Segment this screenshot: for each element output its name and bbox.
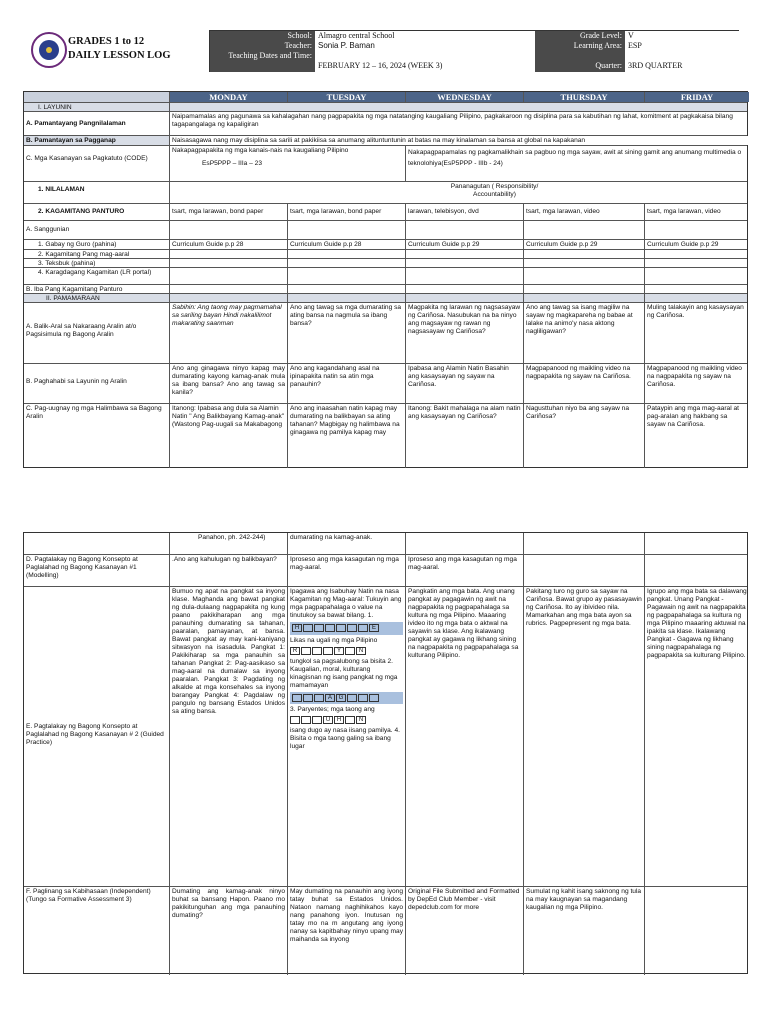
e-tue-intro: Ipagawa ang Isabuhay Natin na nasa Kagamitan ng Mag-aaral: Tukuyin ang mga pagpapahalaga o value na tinutukoy sa bawat bilang. 1.: [290, 588, 402, 619]
paghahabi-tue: Ano ang kagandahang asal na ipinapakita natin sa atin mga panauhin?: [288, 364, 406, 403]
school-label: School:: [210, 31, 315, 41]
panturo-label: 2. KAGAMITANG PANTURO: [24, 204, 170, 220]
gabay-wed: Curriculum Guide p.p 29: [406, 240, 524, 249]
box-letter: G: [336, 694, 346, 702]
karagdagan-label: 4. Karagdagang Kagamitan (LR portal): [24, 268, 170, 284]
gabay-thu: Curriculum Guide p.p 29: [524, 240, 645, 249]
sanggunian-label: A. Sanggunian: [24, 221, 170, 239]
pag-uugnay-mon: Itanong: Ipabasa ang dula sa Alamin Natin " Ang Balikbayang Kamag-anak" (Wastong Pag-uugali sa Makabagong: [170, 404, 288, 468]
balik-thu: Ano ang tawag sa isang magiliw na sayaw ng magkapareha ng babae at lalake na animo'y nasa aktong nagliligawan?: [524, 303, 645, 363]
e-label: E. Pagtalakay ng Bagong Konsepto at Paglalahad ng Bagong Kasanayan # 2 (Guided Practice): [24, 587, 170, 886]
day-friday: FRIDAY: [645, 92, 749, 102]
f-mon: Dumating ang kamag-anak ninyo buhat sa bansang Hapon. Paano mo pakikitunguhan ang mga panauhing dumating?: [170, 887, 288, 975]
answer-boxes-1: [290, 622, 403, 635]
karagdagan-row: [24, 268, 747, 285]
nilalaman-text: Pananagutan ( Responsibility/ Accountability): [450, 183, 539, 198]
teksbuk-label: 3. Teksbuk (pahina): [24, 259, 170, 267]
gabay-label: 1. Gabay ng Guro (pahina): [24, 240, 170, 249]
header-info-grid: [209, 30, 739, 72]
e-tue-q3b: isang dugo ay nasa iisang pamilya. 4. Bisita o mga taong galing sa ibang lugar: [290, 727, 400, 750]
paghahabi-wed: Ipabasa ang Alamin Natin Basahin ang kasaysayan ng sayaw na Cariñosa.: [406, 364, 524, 403]
balik-tue: Ano ang tawag sa mga dumarating sa ating bansa na nagmula sa ibang bansa?: [288, 303, 406, 363]
box-letter: R: [290, 647, 300, 655]
kasanayan-row: [24, 146, 747, 182]
pagganap-text: Naisasagawa nang may disiplina sa sarili at pakikiisa sa anumang alituntuntunin at batas na may kinalaman sa bansa at global na kapakanan: [170, 136, 749, 145]
e-wed: Pangkatin ang mga bata. Ang unang pangkat ay pagagawin ng awit na nagpapakita ng pagpapahalaga sa kultura ng mga Pilipino. Maaaring ivideo ito ng mga bata o aktwal na sayawin sa klase. Ang ikalawang pangkat ay gagawa ng likhang sining na nagpapakita ng pagpapahalaga sa kulturang Pilipino.: [406, 587, 524, 886]
day-thursday: THURSDAY: [524, 92, 645, 102]
kagamitang-mag-aaral-row: [24, 250, 747, 259]
f-wed: Original File Submitted and Formatted by DepEd Club Member - visit depedclub.com for more: [406, 887, 524, 975]
iba-pang-row: [24, 285, 747, 294]
e-tue-q1b: tungkol sa pagsalubong sa bisita 2. Kaugalian, moral, kulturang kinagisnan ng isang pangkat ng mga mamamayan: [290, 657, 398, 689]
f-fri: [645, 887, 749, 975]
paghahabi-thu: Magpapanood ng maikling video na nagpapakita ng sayaw na Cariñosa.: [524, 364, 645, 403]
pamantayang-text: Naipamamalas ang pagunawa sa kahalagahan nang pagpapakita ng mga natatanging kaugaliang Pilipino, pagkakaroon ng disiplina para sa kabutihan ng lahat, komitment at pagkakaisa bilang tagapangalaga ng kapaligiran: [172, 113, 733, 128]
box-letter: A: [325, 694, 335, 702]
pag-uugnay-thu: Nagusttuhan niyo ba ang sayaw na Cariñosa?: [524, 404, 645, 468]
box-letter: Y: [334, 647, 344, 655]
teacher-label: Teacher:: [210, 41, 315, 51]
nilalaman-row: [24, 182, 747, 204]
gabay-mon: Curriculum Guide p.p 28: [170, 240, 288, 249]
d-mon: .Ano ang kahulugan ng balikbayan?: [170, 555, 288, 586]
dates-label: Teaching Dates and Time:: [210, 51, 315, 72]
balik-fri: Muling talakayin ang kasaysayan ng Cariñosa.: [647, 304, 744, 319]
kasanayan-a-code: EsP5PPP – IIIa – 23: [202, 160, 262, 167]
deped-seal-icon: [31, 32, 67, 68]
quarter-label: Quarter:: [535, 51, 625, 72]
pamamaraan-label: II. PAMAMARAAN: [24, 294, 170, 302]
box-letter: N: [356, 716, 366, 724]
teacher-value: Sonia P. Baman: [315, 41, 535, 51]
document-header: [23, 30, 748, 72]
grade-value: V: [625, 31, 739, 41]
document-title: [68, 35, 171, 63]
grade-label: Grade Level:: [535, 31, 625, 41]
panturo-row: [24, 204, 747, 221]
d-label: D. Pagtalakay ng Bagong Konsepto at Paglalahad ng Bagong Kasanayan #1 (Modelling): [24, 555, 170, 586]
pamamaraan-row: [24, 294, 747, 303]
panturo-tue: tsart, mga larawan, bond paper: [288, 204, 406, 220]
panturo-thu: tsart, mga larawan, video: [524, 204, 645, 220]
f-label: F. Paglinang sa Kabihasaan (Independent) (Tungo sa Formative Assessment 3): [24, 887, 170, 975]
e-fri: Igrupo ang mga bata sa dalawang pangkat. Unang Pangkat - Pagawain ng awit na nagpapakita ng pagpapahalaga sa kultura ng mga Pilipino maaaring aktuwal na ipakita sa klase. Ikalawang Pangkat - Gagawa ng likhang sining nagpapahalaga ng pagpapakita sa kulturang Pilipino.: [647, 588, 747, 659]
balik-label: A. Balik-Aral sa Nakaraang Aralin at/o Pagsisimula ng Bagong Aralin: [24, 303, 170, 363]
teksbuk-row: [24, 259, 747, 268]
panturo-mon: tsart, mga larawan, bond paper: [170, 204, 288, 220]
pag-uugnay-label: C. Pag-uugnay ng mga Halimbawa sa Bagong Aralin: [24, 404, 170, 468]
lesson-log-table-page-2: [23, 532, 748, 974]
paghahabi-mon: Ano ang ginagawa ninyo kapag may dumarating kayong kamag-anak mula sa ibang bansa? Ano ang tawag sa kanila?: [170, 364, 288, 403]
kasanayan-a-text: Nakapagpapakita ng mga kanais-nais na kaugaliang Pilipino: [172, 147, 349, 154]
quarter-value: 3RD QUARTER: [625, 51, 739, 72]
pag-uugnay-wed: Itanong: Bakit mahalaga na alam natin ang kasaysayan ng Cariñosa?: [406, 404, 524, 468]
gabay-fri: Curriculum Guide p.p 29: [647, 241, 719, 248]
title-line-1: GRADES 1 to 12: [68, 36, 145, 47]
layunin-label: I. LAYUNIN: [24, 103, 170, 111]
kasanayan-a: [170, 146, 406, 181]
box-letter: U: [323, 716, 333, 724]
e-thu: Pakitang turo ng guro sa sayaw na Cariñosa. Bawat grupo ay pasasayawin ng Cariñosa. Ito ay ibivideo nila. Mamarkahan ang mga bata ayon sa rubrics. Pagpepresent ng mga bata.: [524, 587, 645, 886]
pag-uugnay-fri: Pataypin ang mga mag-aaral at pag-aralan ang hakbang sa sayaw na Cariñosa.: [647, 405, 740, 428]
e-mon: Bumuo ng apat na pangkat sa inyong klase. Maghanda ang bawat pangkat ng dula-dulaang nagpapakita ng kung paano pakikiharapan ang mga panauhing dumarating sa tahanan, paaralan, pamayanan, at bansa. Bawat pangkat ay may kani-kaniyang sitwasyon na isasadula. Pangkat 1: Pakikiharap sa mga panauhin sa tahanan Pangkat 2: Pag-aasikaso sa mag-aaral na dumalaw sa inyong paaralan. Pangkat 3: Pagdating ng alkalde at mga konsehales sa inyong barangay Pangkat 4: Pagdalaw ng pangulo ng bansang Estados Unidos sa ating bansa.: [170, 587, 288, 886]
d-wed: Iproseso ang mga kasagutan ng mga mag-aaral.: [406, 555, 524, 586]
panturo-wed: larawan, telebisyon, dvd: [406, 204, 524, 220]
cont-mon: Panahon, ph. 242-244): [170, 533, 288, 554]
title-line-2: DAILY LESSON LOG: [68, 50, 171, 61]
kasanayan-b: Nakapagpapamalas ng pagkamalikhain sa pagbuo ng mga sayaw, awit at sining gamit ang anumang multimedia o teknolohiya(EsP5PPP - IIIb - 24): [408, 149, 742, 167]
gabay-row: [24, 240, 747, 250]
answer-boxes-3: [290, 692, 403, 705]
pamantayang-row: [24, 112, 747, 136]
pag-uugnay-tue: Ano ang inaasahan natin kapag may dumarating na balikbayan sa ating tahanan? Magbigay ng halimbawa na ginagawa ng pamilya kapag may: [288, 404, 406, 468]
e-tue-q3: 3. Paryentes; mga taong ang: [290, 706, 375, 714]
layunin-row: [24, 103, 747, 112]
area-label: Learning Area:: [535, 41, 625, 51]
d-tue: Iproseso ang mga kasagutan ng mga mag-aaral.: [288, 555, 406, 586]
f-thu: Sumulat ng kahit isang saknong ng tula na may kaugnayan sa magandang kaugalian ng mga Pilipino.: [524, 887, 645, 975]
lesson-log-table-page-1: [23, 91, 748, 468]
dates-value: FEBRUARY 12 – 16, 2024 (WEEK 3): [315, 51, 535, 72]
e-tue-q1: Likas na ugali ng mga Pilipino: [290, 636, 378, 644]
gabay-tue: Curriculum Guide p.p 28: [288, 240, 406, 249]
day-monday: MONDAY: [170, 92, 288, 102]
panturo-fri: tsart, mga larawan, video: [647, 208, 721, 215]
nilalaman-label: 1. NILALAMAN: [24, 182, 170, 203]
pagganap-row: [24, 136, 747, 146]
day-header-row: [24, 92, 747, 103]
paghahabi-label: B. Paghahabi sa Layunin ng Aralin: [24, 364, 170, 403]
box-letter: E: [369, 624, 379, 632]
box-letter: N: [356, 647, 366, 655]
paghahabi-fri: Magpapanood ng maikling video na nagpapakita ng sayaw na Cariñosa.: [647, 365, 742, 388]
cont-tue: dumarating na kamag-anak.: [288, 533, 406, 554]
kasanayan-label: C. Mga Kasanayan sa Pagkatuto (CODE): [24, 146, 170, 181]
balik-aral-row: [24, 303, 747, 364]
sanggunian-row: [24, 221, 747, 240]
box-letter: H: [334, 716, 344, 724]
paglinang-f-row: [24, 887, 747, 975]
day-wednesday: WEDNESDAY: [406, 92, 524, 102]
paghahabi-row: [24, 364, 747, 404]
f-tue: May dumating na panauhin ang iyong tatay buhat sa Estados Unidos. Nataon namang naghihikahos kayo nang panahong iyon. Inutusan ng tatay mo na m angutang ang iyong nanay sa kapitbahay ninyo upang may maihanda sa inyong: [288, 887, 406, 975]
e-tue: [288, 587, 406, 886]
day-tuesday: TUESDAY: [288, 92, 406, 102]
pagganap-label: B. Pamantayan sa Pagganap: [26, 137, 116, 144]
box-letter: H: [292, 624, 302, 632]
continuation-row: [24, 533, 747, 555]
balik-wed: Magpakita ng larawan ng nagsasayaw ng Cariñosa. Nasubukan na ba ninyo ang magsayaw ng rawan ng nagsasayaw ng Cariñosa?: [406, 303, 524, 363]
iba-label: B. Iba Pang Kagamitang Panturo: [24, 285, 170, 293]
kag-label: 2. Kagamitang Pang mag-aaral: [24, 250, 170, 258]
answer-boxes-2: [290, 647, 403, 656]
area-value: ESP: [625, 41, 739, 51]
pagtalakay-e-row: [24, 587, 747, 887]
pag-uugnay-row: [24, 404, 747, 468]
answer-boxes-4: [290, 716, 403, 725]
balik-mon: Sabihin: Ang taong may pagmamahal sa sariling bayan Hindi nakalilimot makarating saanman: [170, 303, 288, 363]
school-value: Almagro central School: [315, 31, 535, 41]
pamantayang-label: A. Pamantayang Pangnilalaman: [26, 120, 126, 127]
pagtalakay-d-row: [24, 555, 747, 587]
